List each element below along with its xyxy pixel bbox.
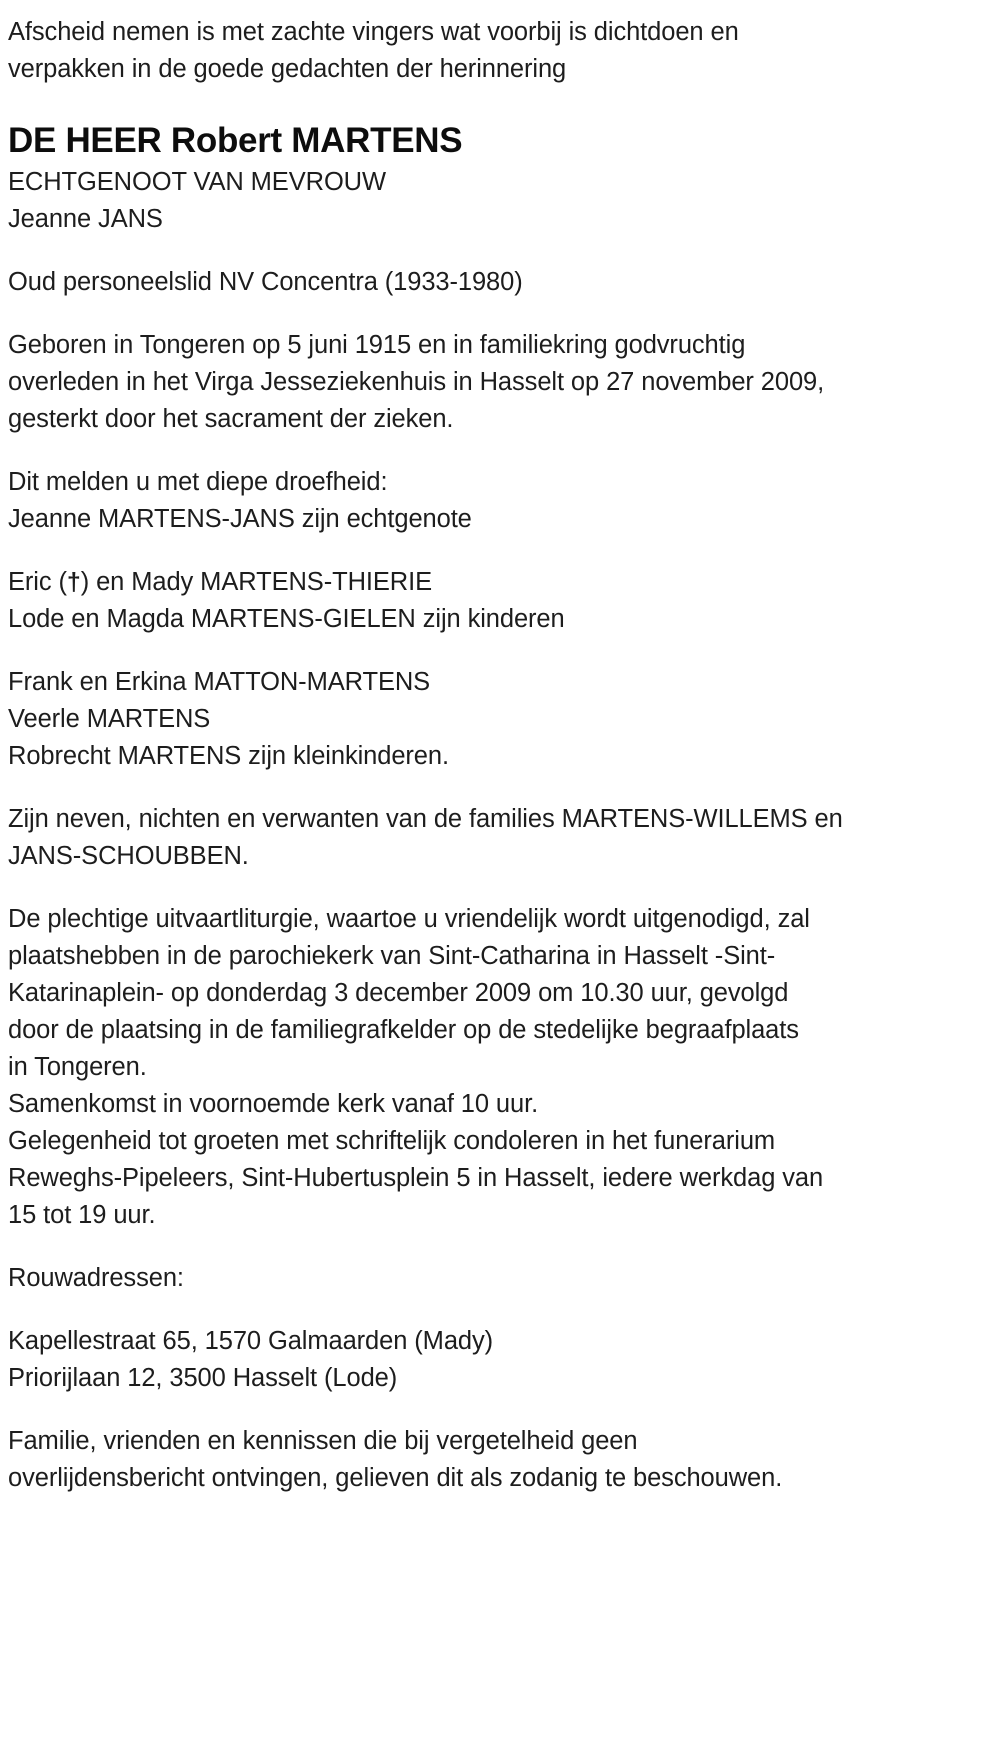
children-block [8, 564, 970, 638]
spacer [8, 638, 970, 664]
life-line-3: gesterkt door het sacrament der zieken. [8, 405, 454, 433]
closing-line-1: Familie, vrienden en kennissen die bij vergetelheid geen [8, 1427, 638, 1455]
service-block [8, 901, 970, 1234]
grandchild-line-3: Robrecht MARTENS zijn kleinkinderen. [8, 742, 449, 770]
life-details [8, 327, 970, 438]
service-line-8: Reweghs-Pipeleers, Sint-Hubertusplein 5 in Hasselt, iedere werkdag van [8, 1164, 824, 1192]
spacer [8, 1297, 970, 1323]
child-line-1 [8, 564, 970, 601]
child-line-2: Lode en Magda MARTENS-GIELEN zijn kinderen [8, 605, 565, 633]
children-list [8, 564, 970, 638]
service-line-5: in Tongeren. [8, 1053, 147, 1081]
mourning-address-2: Priorijlaan 12, 3500 Hasselt (Lode) [8, 1364, 398, 1392]
spacer [8, 438, 970, 464]
announcement-block [8, 464, 970, 538]
mourning-address-1: Kapellestraat 65, 1570 Galmaarden (Mady) [8, 1327, 494, 1355]
epigraph-line-1: Afscheid nemen is met zachte vingers wat voorbij is dichtdoen en [8, 18, 739, 46]
deceased-name-heading: DE HEER Robert MARTENS [8, 121, 463, 160]
spouse-label: ECHTGENOOT VAN MEVROUW [8, 168, 386, 196]
spacer [8, 875, 970, 901]
service-line-2: plaatshebben in de parochiekerk van Sint-Catharina in Hasselt -Sint- [8, 942, 776, 970]
life-details-block [8, 327, 970, 438]
child-line-1-prefix: Eric ( [8, 568, 67, 596]
mourning-addresses-list [8, 1323, 970, 1397]
closing-line-2: overlijdensbericht ontvingen, gelieven dit als zodanig te beschouwen. [8, 1464, 783, 1492]
grandchild-line-2: Veerle MARTENS [8, 705, 211, 733]
grandchildren-block [8, 664, 970, 775]
service-line-1: De plechtige uitvaartliturgie, waartoe u vriendelijk wordt uitgenodigd, zal [8, 905, 810, 933]
grandchildren-list [8, 664, 970, 775]
mourning-addresses-block [8, 1260, 970, 1397]
life-line-2: overleden in het Virga Jesseziekenhuis in Hasselt op 27 november 2009, [8, 368, 825, 396]
spouse-info [8, 164, 970, 238]
widow-name: Jeanne MARTENS-JANS zijn echtgenote [8, 505, 472, 533]
service-line-4: door de plaatsing in de familiegrafkelder op de stedelijke begraafplaats [8, 1016, 799, 1044]
deceased-block [8, 118, 970, 238]
spouse-name: Jeanne JANS [8, 205, 163, 233]
spacer [8, 538, 970, 564]
dagger-icon: † [66, 568, 81, 596]
epigraph [8, 14, 970, 88]
child-line-1-suffix: ) en Mady MARTENS-THIERIE [80, 568, 432, 596]
grandchild-line-1: Frank en Erkina MATTON-MARTENS [8, 668, 431, 696]
closing-note [8, 1423, 970, 1497]
relatives-line-2: JANS-SCHOUBBEN. [8, 842, 249, 870]
epigraph-block [8, 14, 970, 88]
service-line-6: Samenkomst in voornoemde kerk vanaf 10 uur. [8, 1090, 539, 1118]
closing-block [8, 1423, 970, 1497]
relatives-text [8, 801, 970, 875]
spacer [8, 238, 970, 264]
relatives-line-1: Zijn neven, nichten en verwanten van de families MARTENS-WILLEMS en [8, 805, 843, 833]
career-line: Oud personeelslid NV Concentra (1933-1980) [8, 268, 523, 296]
life-line-1: Geboren in Tongeren op 5 juni 1915 en in familiekring godvruchtig [8, 331, 746, 359]
relatives-block [8, 801, 970, 875]
mourning-addresses-heading: Rouwadressen: [8, 1264, 184, 1292]
service-line-9: 15 tot 19 uur. [8, 1201, 156, 1229]
epigraph-line-2: verpakken in de goede gedachten der herinnering [8, 55, 567, 83]
spacer [8, 1397, 970, 1423]
service-details [8, 901, 970, 1234]
service-line-3: Katarinaplein- op donderdag 3 december 2009 om 10.30 uur, gevolgd [8, 979, 789, 1007]
career-block [8, 264, 970, 301]
spacer [8, 88, 970, 118]
spacer [8, 775, 970, 801]
spacer [8, 301, 970, 327]
service-line-7: Gelegenheid tot groeten met schriftelijk condoleren in het funerarium [8, 1127, 776, 1155]
spacer [8, 1234, 970, 1260]
announcement-intro: Dit melden u met diepe droefheid: [8, 468, 388, 496]
announcement [8, 464, 970, 538]
